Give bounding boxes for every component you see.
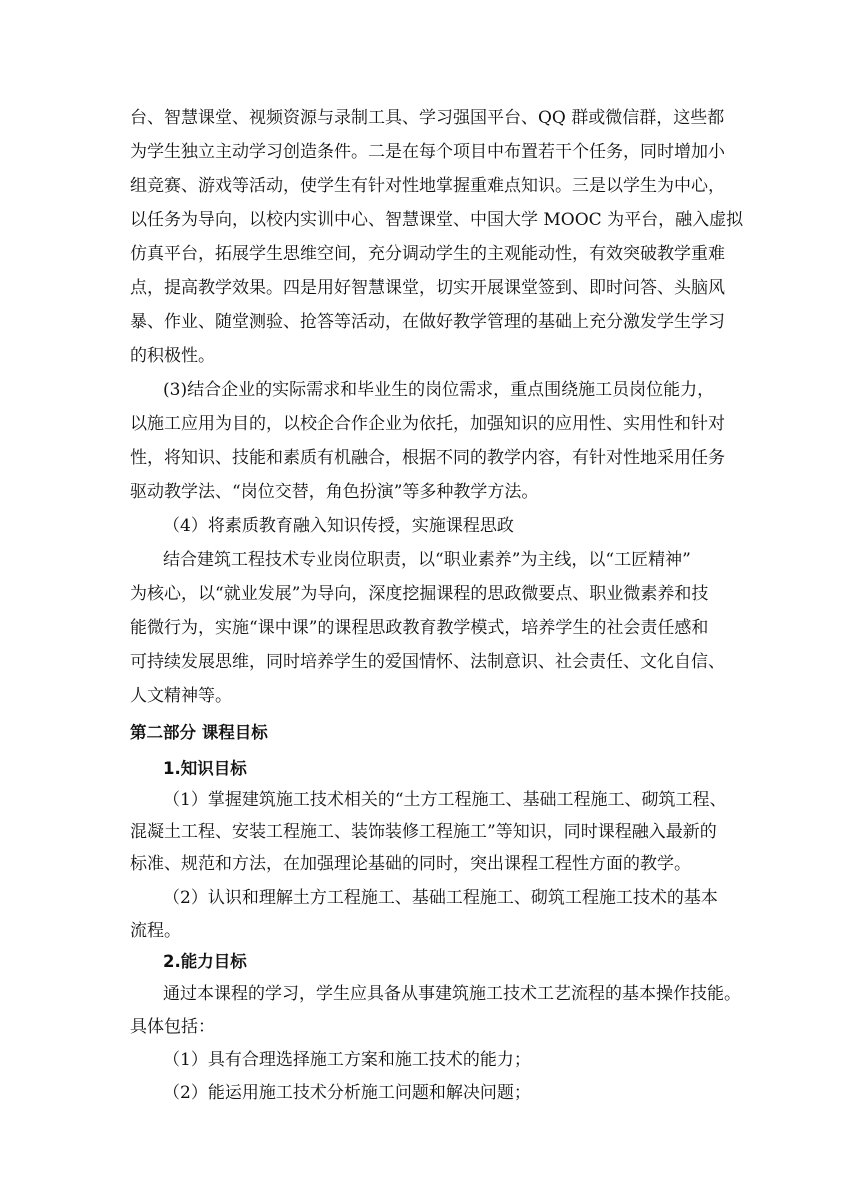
paragraph-line: 为学生独立主动学习创造条件。二是在每个项目中布置若干个任务，同时增加小 <box>130 142 725 162</box>
list-item: （2）能运用施工技术分析施工问题和解决问题； <box>163 1083 531 1103</box>
subsection-heading: 2.能力目标 <box>163 952 247 971</box>
paragraph-line: 暴、作业、随堂测验、抢答等活动，在做好教学管理的基础上充分激发学生学习 <box>130 312 725 332</box>
paragraph-line: 能微行为，实施“课中课”的课程思政教育教学模式，培养学生的社会责任感和 <box>130 618 709 638</box>
paragraph-line: 点，提高教学效果。四是用好智慧课堂，切实开展课堂签到、即时问答、头脑风 <box>130 278 725 298</box>
paragraph-line: 结合建筑工程技术专业岗位职责，以“职业素养”为主线，以“工匠精神” <box>163 550 691 570</box>
paragraph-line: 通过本课程的学习，学生应具备从事建筑施工技术工艺流程的基本操作技能。 <box>163 984 741 1004</box>
paragraph-line: 具体包括： <box>130 1017 215 1037</box>
paragraph-line: （2）认识和理解土方工程施工、基础工程施工、砌筑工程施工技术的基本 <box>163 888 718 908</box>
subsection-heading: 1.知识目标 <box>163 759 247 778</box>
paragraph-line: 台、智慧课堂、视频资源与录制工具、学习强国平台、QQ 群或微信群，这些都 <box>130 108 725 128</box>
paragraph-line: (3)结合企业的实际需求和毕业生的岗位需求，重点围绕施工员岗位能力， <box>163 380 715 400</box>
section-item-heading: （4）将素质教育融入知识传授，实施课程思政 <box>163 516 514 536</box>
paragraph-line: 仿真平台，拓展学生思维空间，充分调动学生的主观能动性，有效突破教学重难 <box>130 244 725 264</box>
paragraph-line: 组竞赛、游戏等活动，使学生有针对性地掌握重难点知识。三是以学生为中心， <box>130 176 725 196</box>
paragraph-line: （1）掌握建筑施工技术相关的“土方工程施工、基础工程施工、砌筑工程、 <box>163 790 727 810</box>
paragraph-line: 可持续发展思维，同时培养学生的爱国情怀、法制意识、社会责任、文化自信、 <box>130 652 725 672</box>
paragraph-line: 流程。 <box>130 921 181 941</box>
paragraph-line: 驱动教学法、“岗位交替，角色扮演”等多种教学方法。 <box>130 482 539 502</box>
paragraph-line: 的积极性。 <box>130 346 215 366</box>
paragraph-line: 标准、规范和方法，在加强理论基础的同时，突出课程工程性方面的教学。 <box>130 854 691 874</box>
list-item: （1）具有合理选择施工方案和施工技术的能力； <box>163 1050 531 1070</box>
paragraph-line: 以施工应用为目的，以校企合作企业为依托，加强知识的应用性、实用性和针对 <box>130 414 725 434</box>
section-heading: 第二部分 课程目标 <box>130 723 268 742</box>
paragraph-line: 混凝土工程、安装工程施工、装饰装修工程施工”等知识，同时课程融入最新的 <box>130 822 717 842</box>
paragraph-line: 性，将知识、技能和素质有机融合，根据不同的教学内容，有针对性地采用任务 <box>130 448 725 468</box>
paragraph-line: 人文精神等。 <box>130 686 232 706</box>
paragraph-line: 以任务为导向，以校内实训中心、智慧课堂、中国大学 MOOC 为平台，融入虚拟 <box>130 210 744 230</box>
paragraph-line: 为核心，以“就业发展”为导向，深度挖掘课程的思政微要点、职业微素养和技 <box>130 584 709 604</box>
